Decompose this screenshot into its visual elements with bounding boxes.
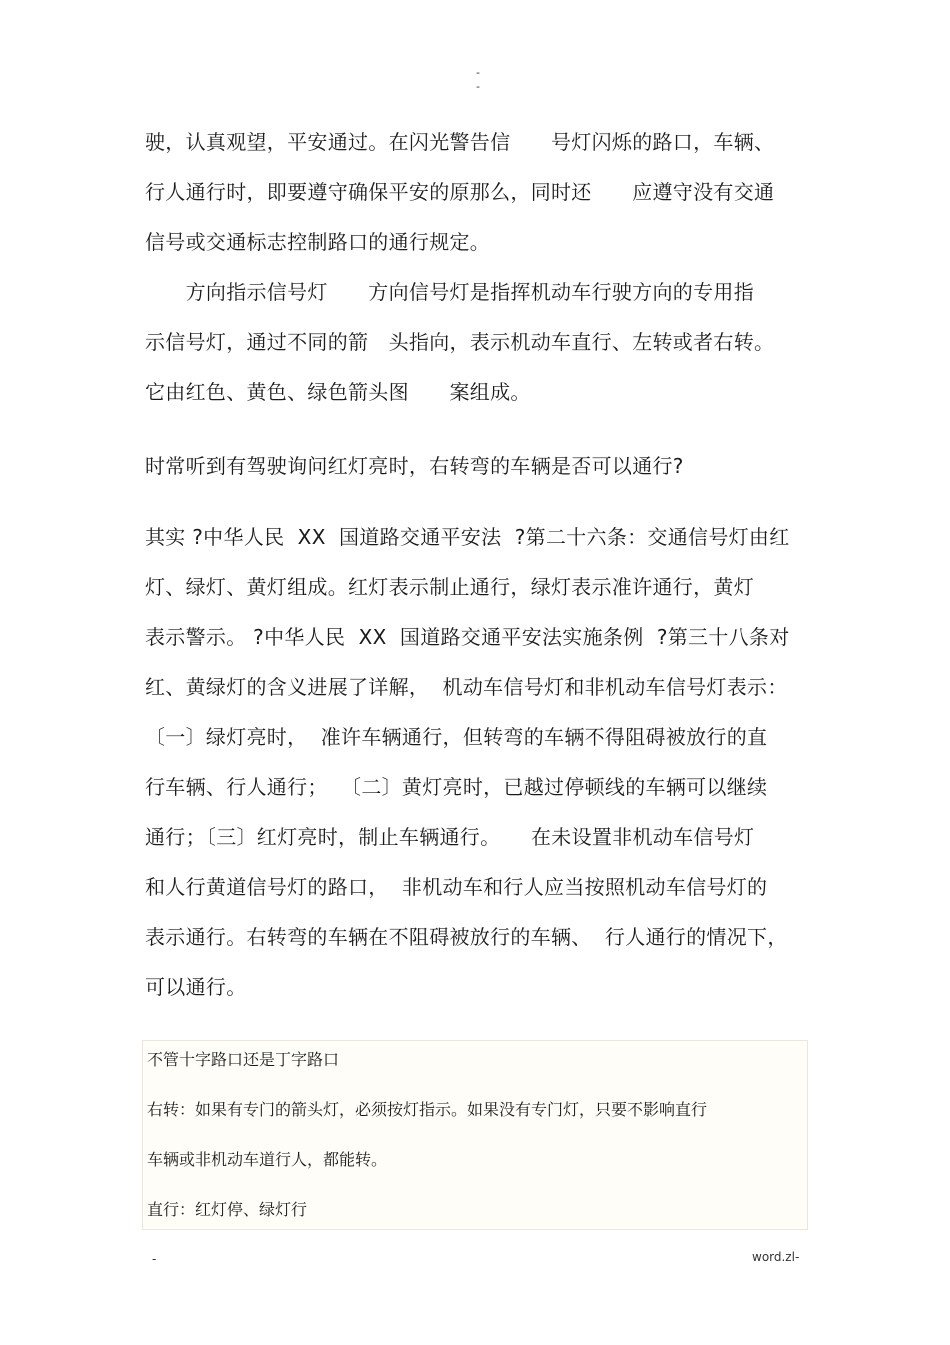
body-line-13: 行车辆、行人通行； 〔二〕黄灯亮时，已越过停顿线的车辆可以继续 — [145, 775, 768, 799]
header-mark-bottom: - — [476, 80, 480, 93]
header-mark-top: - — [476, 66, 480, 79]
footer-left-mark: - — [152, 1252, 157, 1266]
body-line-5: 示信号灯，通过不同的箭 头指向，表示机动车直行、左转或者右转。 — [145, 330, 775, 354]
body-line-15: 和人行黄道信号灯的路口， 非机动车和行人应当按照机动车信号灯的 — [145, 875, 768, 899]
page-header-marks — [472, 66, 484, 94]
note-line-4: 直行：红灯停、绿灯行 — [147, 1200, 308, 1219]
body-line-6: 它由红色、黄色、绿色箭头图 案组成。 — [145, 380, 531, 404]
body-line-16: 表示通行。右转弯的车辆在不阻碍被放行的车辆、 行人通行的情况下， — [145, 925, 788, 949]
body-line-17: 可以通行。 — [145, 975, 247, 999]
body-line-11: 红、黄绿灯的含义进展了详解， 机动车信号灯和非机动车信号灯表示： — [145, 675, 788, 699]
note-line-2: 右转：如果有专门的箭头灯，必须按灯指示。如果没有专门灯，只要不影响直行 — [147, 1100, 708, 1119]
body-line-7: 时常听到有驾驶询问红灯亮时，右转弯的车辆是否可以通行? — [145, 454, 684, 478]
body-line-9: 灯、绿灯、黄灯组成。红灯表示制止通行，绿灯表示准许通行，黄灯 — [145, 575, 754, 599]
body-line-3: 信号或交通标志控制路口的通行规定。 — [145, 230, 491, 254]
body-line-4: 方向指示信号灯 方向信号灯是指挥机动车行驶方向的专用指 — [145, 280, 754, 304]
quoted-note-box — [142, 1040, 808, 1230]
body-line-8: 其实 ?中华人民 XX 国道路交通平安法 ?第二十六条：交通信号灯由红 — [145, 525, 790, 549]
footer-source: word.zl- — [752, 1250, 800, 1264]
body-line-14: 通行；〔三〕红灯亮时，制止车辆通行。 在未设置非机动车信号灯 — [145, 825, 755, 849]
body-line-10: 表示警示。 ?中华人民 XX 国道路交通平安法实施条例 ?第三十八条对 — [145, 625, 790, 649]
note-line-3: 车辆或非机动车道行人，都能转。 — [147, 1150, 388, 1169]
body-line-2: 行人通行时，即要遵守确保平安的原那么，同时还 应遵守没有交通 — [145, 180, 775, 204]
body-line-1: 驶，认真观望，平安通过。在闪光警告信 号灯闪烁的路口，车辆、 — [145, 130, 775, 154]
note-line-1: 不管十字路口还是丁字路口 — [147, 1050, 340, 1069]
body-line-12: 〔一〕绿灯亮时， 准许车辆通行，但转弯的车辆不得阻碍被放行的直 — [145, 725, 768, 749]
